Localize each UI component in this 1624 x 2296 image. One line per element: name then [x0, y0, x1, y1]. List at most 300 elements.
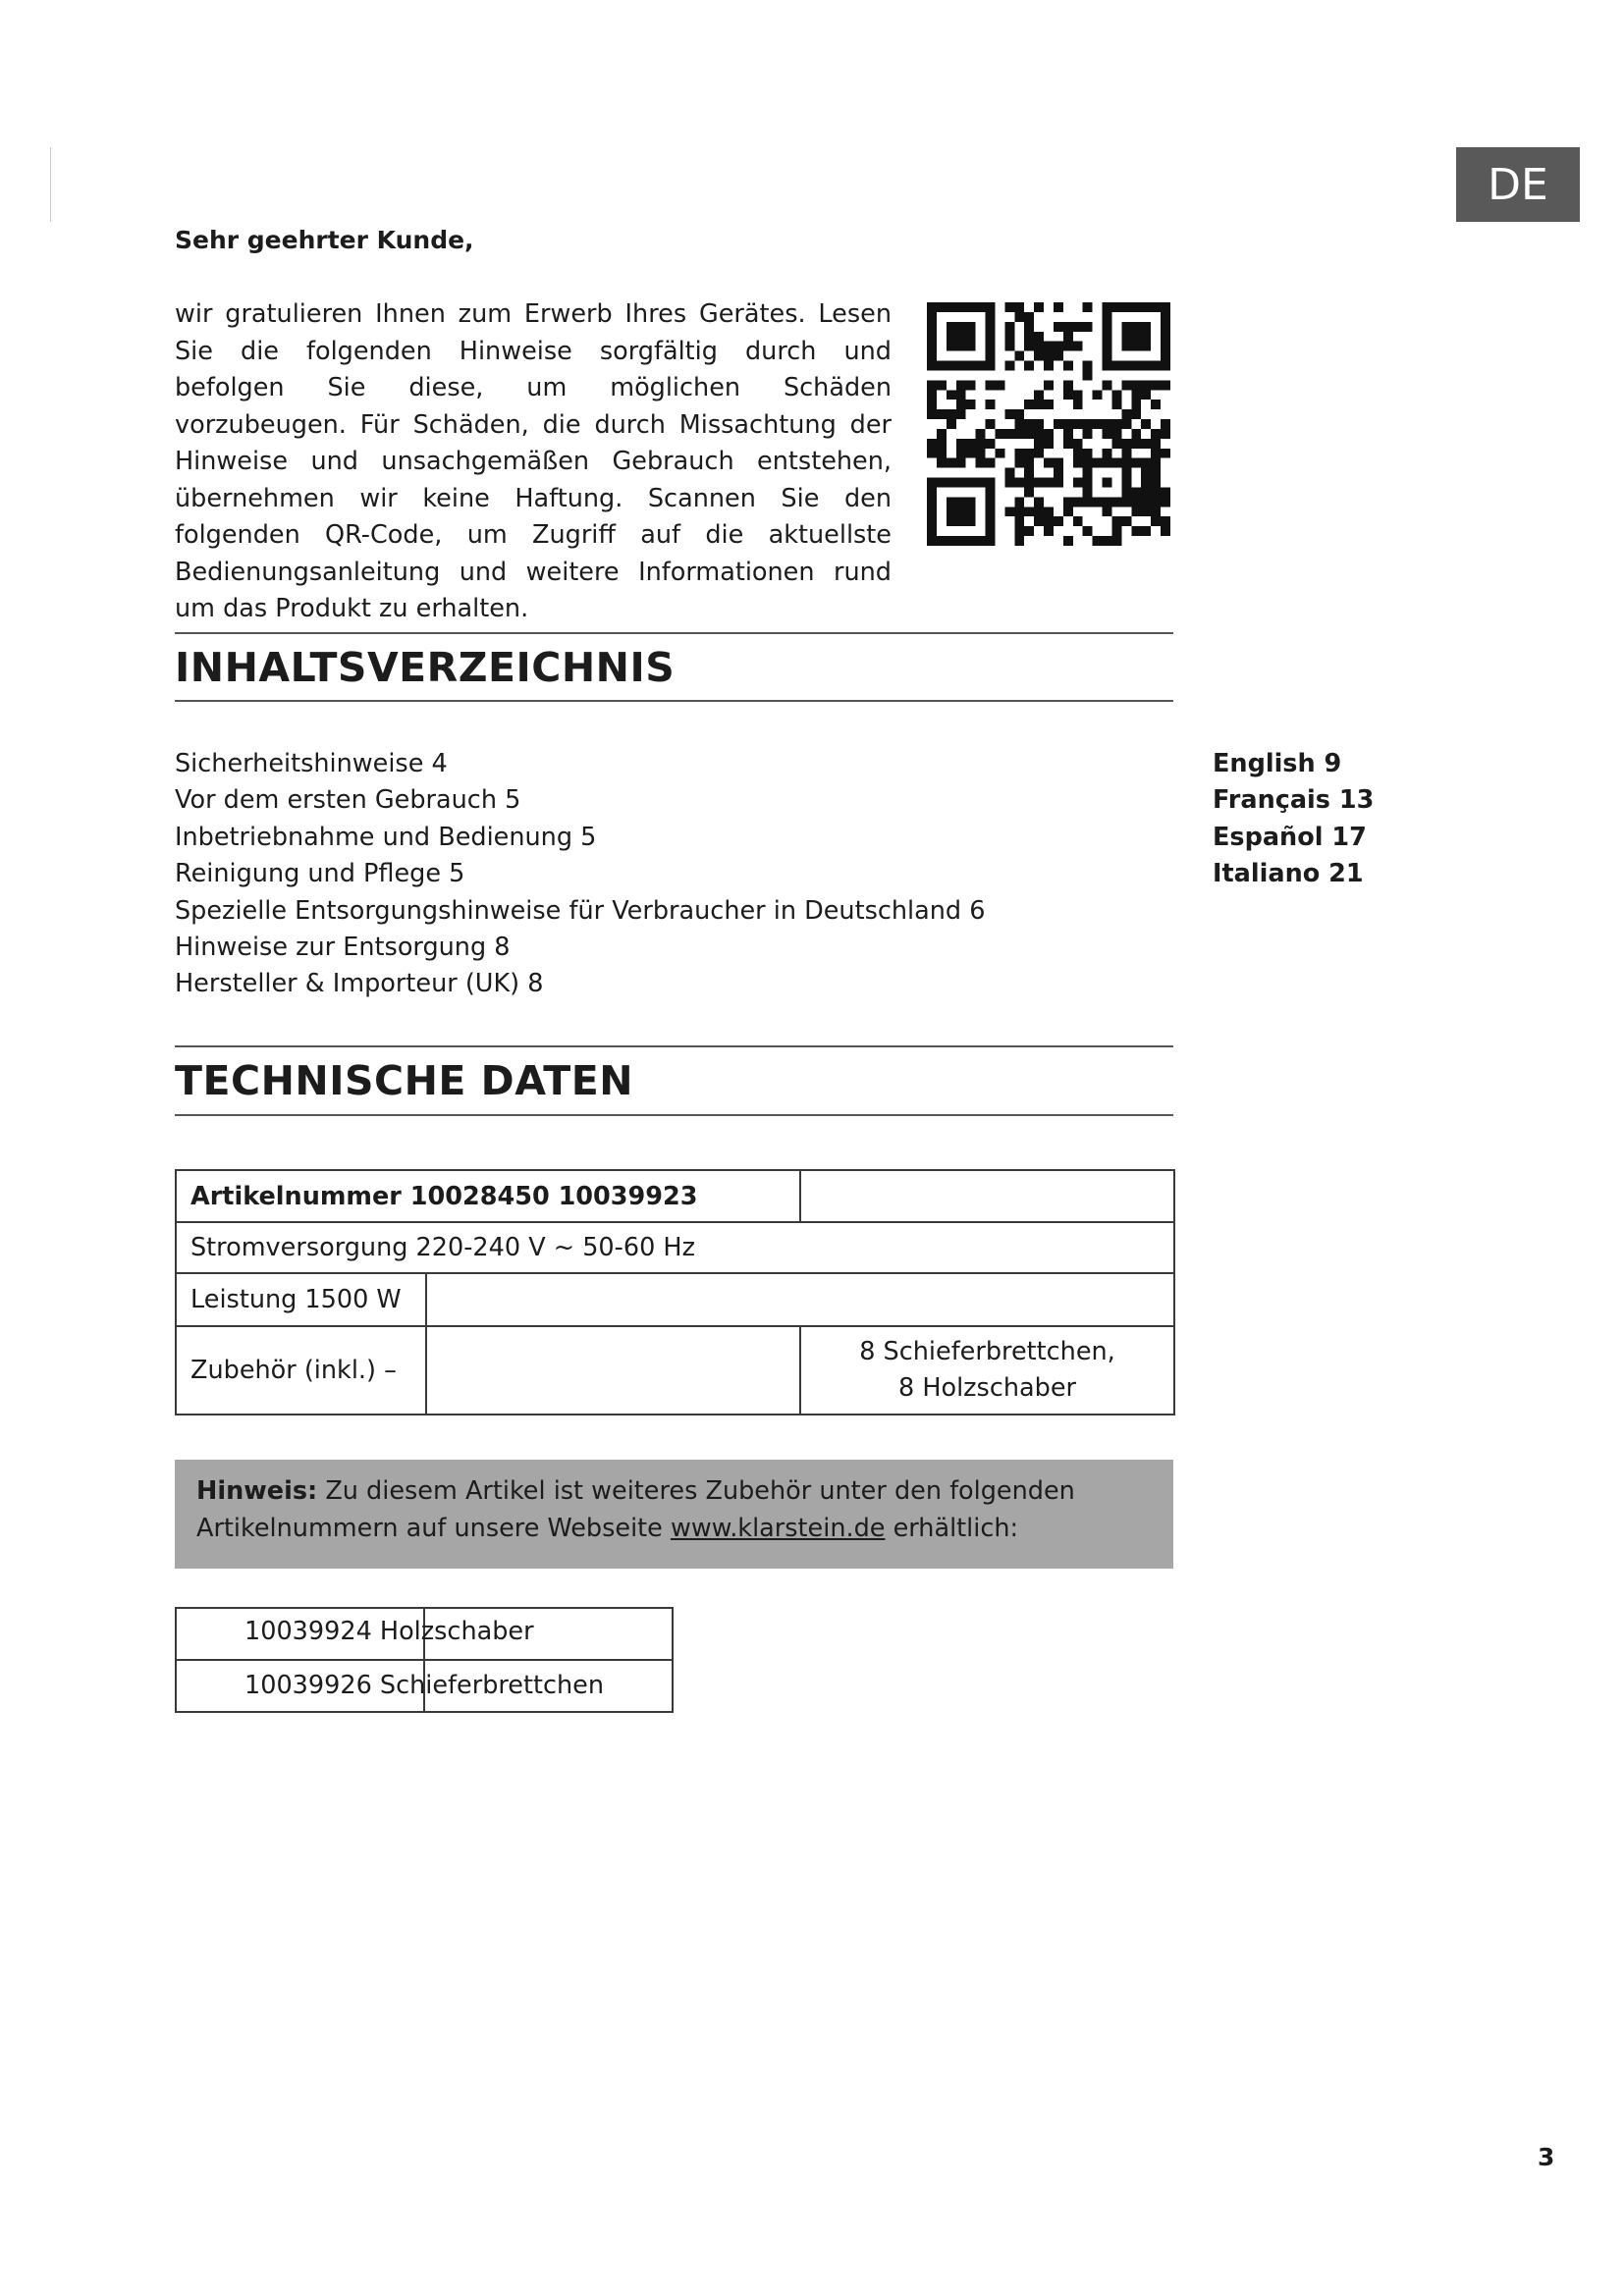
qr-module: [1103, 419, 1112, 429]
qr-module: [1034, 390, 1044, 400]
qr-module: [966, 302, 976, 312]
qr-module: [927, 409, 937, 419]
qr-module: [1141, 342, 1151, 351]
qr-module: [1131, 487, 1141, 497]
qr-module: [1054, 322, 1063, 332]
qr-module: [976, 449, 986, 458]
qr-module: [1024, 468, 1034, 478]
margin-line: [50, 147, 51, 222]
qr-module: [966, 332, 976, 342]
qr-module: [1121, 361, 1131, 371]
qr-module: [1014, 516, 1024, 526]
qr-module: [986, 478, 996, 488]
article-number-cell: Artikelnummer 10028450 10039923: [176, 1170, 800, 1222]
qr-module: [1111, 458, 1121, 468]
qr-module: [986, 419, 996, 429]
qr-module: [927, 380, 937, 390]
qr-module: [1004, 332, 1014, 342]
qr-module: [927, 342, 937, 351]
qr-module: [937, 478, 947, 488]
qr-module: [976, 458, 986, 468]
tech-bottom-rule: [175, 1114, 1173, 1116]
language-link-english[interactable]: English 9: [1213, 749, 1342, 778]
qr-module: [1054, 302, 1063, 312]
qr-module: [1121, 419, 1131, 429]
qr-module: [1121, 409, 1131, 419]
qr-module: [956, 390, 966, 400]
qr-module: [1161, 419, 1170, 429]
qr-module: [1141, 497, 1151, 507]
qr-module: [947, 507, 956, 516]
qr-module: [1063, 390, 1073, 400]
qr-module: [1131, 497, 1141, 507]
greeting: Sehr geehrter Kunde,: [175, 226, 474, 254]
empty-cell: [800, 1170, 1174, 1222]
qr-module: [986, 439, 996, 449]
table-row: [176, 1170, 1174, 1222]
qr-module: [966, 478, 976, 488]
note-text: erhältlich:: [885, 1513, 1019, 1543]
qr-module: [986, 351, 996, 361]
language-link-french[interactable]: Français 13: [1213, 785, 1375, 816]
qr-module: [1103, 361, 1112, 371]
qr-module: [1131, 429, 1141, 439]
qr-module: [1044, 342, 1054, 351]
page-number: 3: [1538, 2143, 1555, 2171]
qr-module: [1141, 380, 1151, 390]
qr-module: [976, 478, 986, 488]
qr-module: [1131, 380, 1141, 390]
qr-module: [1141, 332, 1151, 342]
toc-item[interactable]: Hinweise zur Entsorgung 8: [175, 933, 511, 963]
qr-module: [927, 526, 937, 536]
qr-module: [1083, 322, 1093, 332]
qr-module: [1014, 507, 1024, 516]
qr-module: [1131, 342, 1141, 351]
qr-module: [1073, 478, 1083, 488]
qr-module: [1024, 449, 1034, 458]
qr-module: [1004, 322, 1014, 332]
qr-module: [956, 458, 966, 468]
qr-module: [1103, 497, 1112, 507]
qr-module: [1063, 419, 1073, 429]
qr-module: [1103, 507, 1112, 516]
qr-module: [1024, 322, 1034, 332]
table-row: [176, 1326, 1174, 1415]
qr-module: [937, 409, 947, 419]
qr-module: [927, 351, 937, 361]
qr-module: [1034, 429, 1044, 439]
qr-module: [927, 332, 937, 342]
qr-module: [1151, 458, 1161, 468]
qr-module: [956, 507, 966, 516]
qr-module: [937, 429, 947, 439]
qr-module: [1161, 351, 1170, 361]
qr-module: [1161, 322, 1170, 332]
qr-module: [1083, 419, 1093, 429]
qr-module: [1121, 380, 1131, 390]
qr-module: [1121, 449, 1131, 458]
qr-module: [1131, 507, 1141, 516]
qr-module: [927, 478, 937, 488]
qr-module: [956, 342, 966, 351]
qr-module: [1131, 526, 1141, 536]
qr-module: [1103, 332, 1112, 342]
qr-module: [1024, 332, 1034, 342]
qr-module: [927, 312, 937, 322]
toc-bottom-rule: [175, 700, 1173, 702]
qr-module: [1073, 516, 1083, 526]
qr-module: [1151, 516, 1161, 526]
qr-module: [947, 478, 956, 488]
qr-module: [956, 302, 966, 312]
qr-module: [1103, 312, 1112, 322]
qr-module: [1054, 458, 1063, 468]
accessory-item: 10039926 Schieferbrettchen: [244, 1671, 605, 1700]
qr-module: [1141, 361, 1151, 371]
qr-module: [1014, 449, 1024, 458]
qr-module: [1131, 439, 1141, 449]
qr-module: [986, 342, 996, 351]
qr-module: [1063, 342, 1073, 351]
qr-module: [966, 380, 976, 390]
qr-module: [1063, 322, 1073, 332]
toc-item[interactable]: Inbetriebnahme und Bedienung 5: [175, 822, 597, 852]
qr-module: [1014, 478, 1024, 488]
tech-table: [175, 1169, 1175, 1415]
qr-module: [927, 487, 937, 497]
qr-module: [1151, 439, 1161, 449]
qr-module: [995, 449, 1004, 458]
qr-module: [986, 400, 996, 409]
qr-module: [927, 322, 937, 332]
qr-module: [1044, 507, 1054, 516]
toc-item[interactable]: Vor dem ersten Gebrauch 5: [175, 785, 521, 816]
qr-module: [1121, 516, 1131, 526]
qr-module: [1111, 390, 1121, 400]
qr-module: [1151, 449, 1161, 458]
qr-module: [966, 516, 976, 526]
qr-module: [1024, 419, 1034, 429]
qr-module: [986, 536, 996, 546]
qr-module: [1103, 536, 1112, 546]
qr-module: [1073, 449, 1083, 458]
language-link-spanish[interactable]: Español 17: [1213, 822, 1367, 852]
qr-module: [1004, 468, 1014, 478]
qr-module: [1024, 526, 1034, 536]
toc-item[interactable]: Hersteller & Importeur (UK) 8: [175, 969, 544, 999]
qr-module: [966, 507, 976, 516]
qr-module: [1103, 380, 1112, 390]
qr-module: [986, 497, 996, 507]
qr-module: [1014, 429, 1024, 439]
qr-module: [1024, 342, 1034, 351]
qr-module: [1141, 478, 1151, 488]
qr-module: [1131, 458, 1141, 468]
qr-module: [937, 380, 947, 390]
qr-module: [956, 322, 966, 332]
qr-module: [1083, 497, 1093, 507]
qr-module: [1121, 302, 1131, 312]
qr-module: [1121, 439, 1131, 449]
qr-module: [1014, 419, 1024, 429]
qr-module: [1111, 439, 1121, 449]
qr-module: [986, 322, 996, 332]
qr-module: [1141, 507, 1151, 516]
qr-module: [1063, 507, 1073, 516]
qr-module: [1151, 429, 1161, 439]
qr-module: [1111, 302, 1121, 312]
website-link[interactable]: www.klarstein.de: [670, 1513, 886, 1543]
language-tab: DE: [1456, 147, 1580, 222]
qr-module: [927, 361, 937, 371]
qr-module: [966, 439, 976, 449]
qr-module: [927, 507, 937, 516]
qr-module: [1131, 302, 1141, 312]
qr-module: [927, 439, 937, 449]
tech-heading: TECHNISCHE DATEN: [175, 1057, 634, 1104]
qr-module: [1034, 332, 1044, 342]
qr-module: [1044, 478, 1054, 488]
qr-module: [1044, 526, 1054, 536]
toc-item[interactable]: Reinigung und Pflege 5: [175, 859, 465, 889]
toc-item[interactable]: Sicherheitshinweise 4: [175, 749, 448, 778]
qr-module: [1034, 507, 1044, 516]
qr-module: [937, 302, 947, 312]
qr-module: [1131, 322, 1141, 332]
qr-module: [1024, 361, 1034, 371]
qr-module: [1131, 332, 1141, 342]
qr-module: [1034, 302, 1044, 312]
qr-module: [1054, 419, 1063, 429]
qr-module: [1121, 497, 1131, 507]
qr-module: [1141, 458, 1151, 468]
qr-module: [1014, 302, 1024, 312]
qr-module: [1161, 487, 1170, 497]
qr-module: [947, 458, 956, 468]
qr-module: [947, 342, 956, 351]
qr-module: [947, 419, 956, 429]
qr-module: [1024, 478, 1034, 488]
accessory-item: 10039924 Holzschaber: [244, 1617, 534, 1646]
qr-module: [1161, 497, 1170, 507]
qr-module: [1044, 400, 1054, 409]
accessories-value-line: 8 Schieferbrettchen,: [859, 1337, 1115, 1366]
qr-module: [956, 497, 966, 507]
qr-module: [927, 302, 937, 312]
qr-module: [947, 332, 956, 342]
qr-module: [1161, 516, 1170, 526]
qr-module: [956, 409, 966, 419]
qr-module: [1103, 351, 1112, 361]
qr-module: [1141, 468, 1151, 478]
qr-module: [966, 361, 976, 371]
qr-module: [956, 332, 966, 342]
qr-module: [1083, 361, 1093, 371]
qr-module: [1073, 497, 1083, 507]
qr-module: [966, 342, 976, 351]
qr-module: [1034, 342, 1044, 351]
qr-module: [1103, 458, 1112, 468]
qr-module: [1161, 342, 1170, 351]
qr-module: [1034, 400, 1044, 409]
qr-module: [1034, 497, 1044, 507]
qr-module: [1131, 390, 1141, 400]
qr-module: [1121, 478, 1131, 488]
qr-module: [1161, 312, 1170, 322]
qr-code[interactable]: [927, 302, 1170, 546]
qr-module: [1121, 322, 1131, 332]
qr-module: [947, 497, 956, 507]
qr-module: [1131, 409, 1141, 419]
qr-module: [1161, 429, 1170, 439]
note-box: [175, 1460, 1173, 1569]
qr-module: [956, 449, 966, 458]
qr-module: [956, 439, 966, 449]
qr-module: [947, 302, 956, 312]
qr-module: [1141, 390, 1151, 400]
qr-module: [956, 536, 966, 546]
qr-module: [986, 458, 996, 468]
qr-module: [1024, 312, 1034, 322]
qr-module: [1083, 370, 1093, 380]
qr-module: [966, 449, 976, 458]
toc-item[interactable]: Spezielle Entsorgungshinweise für Verbraucher in Deutschland 6: [175, 895, 986, 926]
qr-module: [1063, 380, 1073, 390]
qr-module: [1034, 478, 1044, 488]
qr-module: [1034, 516, 1044, 526]
qr-module: [947, 390, 956, 400]
qr-module: [986, 332, 996, 342]
qr-module: [1083, 526, 1093, 536]
qr-module: [966, 400, 976, 409]
qr-module: [966, 536, 976, 546]
qr-module: [976, 439, 986, 449]
qr-module: [1161, 302, 1170, 312]
qr-module: [1054, 478, 1063, 488]
empty-cell: [426, 1273, 1174, 1326]
qr-module: [1004, 409, 1014, 419]
qr-module: [1014, 312, 1024, 322]
qr-module: [1004, 507, 1014, 516]
qr-module: [1014, 458, 1024, 468]
qr-module: [937, 458, 947, 468]
qr-module: [1044, 439, 1054, 449]
qr-module: [1141, 487, 1151, 497]
qr-module: [1014, 536, 1024, 546]
qr-module: [1141, 302, 1151, 312]
qr-module: [1111, 419, 1121, 429]
qr-module: [986, 312, 996, 322]
qr-module: [986, 380, 996, 390]
table-row: [176, 1273, 1174, 1326]
qr-module: [947, 536, 956, 546]
qr-module: [1004, 478, 1014, 488]
qr-module: [1111, 536, 1121, 546]
qr-module: [1063, 536, 1073, 546]
qr-module: [1151, 361, 1161, 371]
qr-module: [1111, 526, 1121, 536]
qr-module: [995, 380, 1004, 390]
qr-module: [937, 449, 947, 458]
qr-module: [1103, 322, 1112, 332]
qr-module: [1121, 332, 1131, 342]
qr-module: [947, 322, 956, 332]
qr-module: [1151, 497, 1161, 507]
language-link-italian[interactable]: Italiano 21: [1213, 859, 1364, 889]
qr-module: [1054, 342, 1063, 351]
qr-module: [1004, 361, 1014, 371]
qr-module: [1014, 526, 1024, 536]
accessories-label-cell: Zubehör (inkl.) –: [176, 1326, 426, 1415]
qr-module: [1083, 468, 1093, 478]
empty-cell: [426, 1326, 800, 1415]
qr-module: [937, 439, 947, 449]
qr-module: [1131, 400, 1141, 409]
qr-module: [1083, 487, 1093, 497]
qr-module: [1063, 439, 1073, 449]
table-row: [176, 1222, 1174, 1273]
qr-module: [956, 380, 966, 390]
qr-module: [1093, 419, 1103, 429]
qr-module: [1063, 429, 1073, 439]
qr-module: [1034, 449, 1044, 458]
qr-module: [1083, 458, 1093, 468]
qr-module: [1014, 351, 1024, 361]
qr-module: [1121, 458, 1131, 468]
power-cell: Leistung 1500 W: [176, 1273, 426, 1326]
qr-module: [1141, 419, 1151, 429]
toc-list: [175, 746, 985, 1003]
qr-module: [1103, 342, 1112, 351]
qr-module: [1014, 409, 1024, 419]
qr-module: [1093, 458, 1103, 468]
qr-module: [1054, 351, 1063, 361]
qr-module: [927, 390, 937, 400]
qr-module: [1044, 458, 1054, 468]
tech-top-rule: [175, 1045, 1173, 1047]
qr-module: [1044, 351, 1054, 361]
qr-module: [1083, 449, 1093, 458]
qr-module: [1024, 487, 1034, 497]
intro-paragraph: wir gratulieren Ihnen zum Erwerb Ihres Gerätes. Lesen Sie die folgenden Hinweise sorgfältig durch und befolgen Sie diese, um möglichen Schäden vorzubeugen. Für Schäden, die durch Missachtung der Hinweise und unsachgemäßen Gebrauch entstehen, übernehmen wir keine Haftung. Scannen Sie den folgenden QR-Code, um Zugriff auf die aktuellste Bedienungsanleitung und weitere Informationen rund um das Produkt zu erhalten.: [175, 299, 892, 623]
qr-module: [1151, 487, 1161, 497]
qr-module: [956, 400, 966, 409]
qr-module: [927, 497, 937, 507]
qr-module: [956, 516, 966, 526]
qr-module: [1151, 478, 1161, 488]
qr-module: [1141, 439, 1151, 449]
qr-module: [947, 516, 956, 526]
qr-module: [1121, 487, 1131, 497]
qr-module: [1151, 380, 1161, 390]
qr-module: [1151, 468, 1161, 478]
qr-module: [1111, 497, 1121, 507]
qr-module: [1083, 429, 1093, 439]
qr-module: [1073, 458, 1083, 468]
qr-module: [1083, 478, 1093, 488]
qr-module: [1004, 429, 1014, 439]
qr-module: [1103, 429, 1112, 439]
qr-module: [1161, 526, 1170, 536]
qr-module: [947, 361, 956, 371]
qr-module: [1103, 449, 1112, 458]
accessories-value-cell: [800, 1326, 1174, 1415]
qr-module: [1034, 439, 1044, 449]
qr-module: [1161, 332, 1170, 342]
qr-module: [1083, 302, 1093, 312]
qr-module: [1161, 449, 1170, 458]
